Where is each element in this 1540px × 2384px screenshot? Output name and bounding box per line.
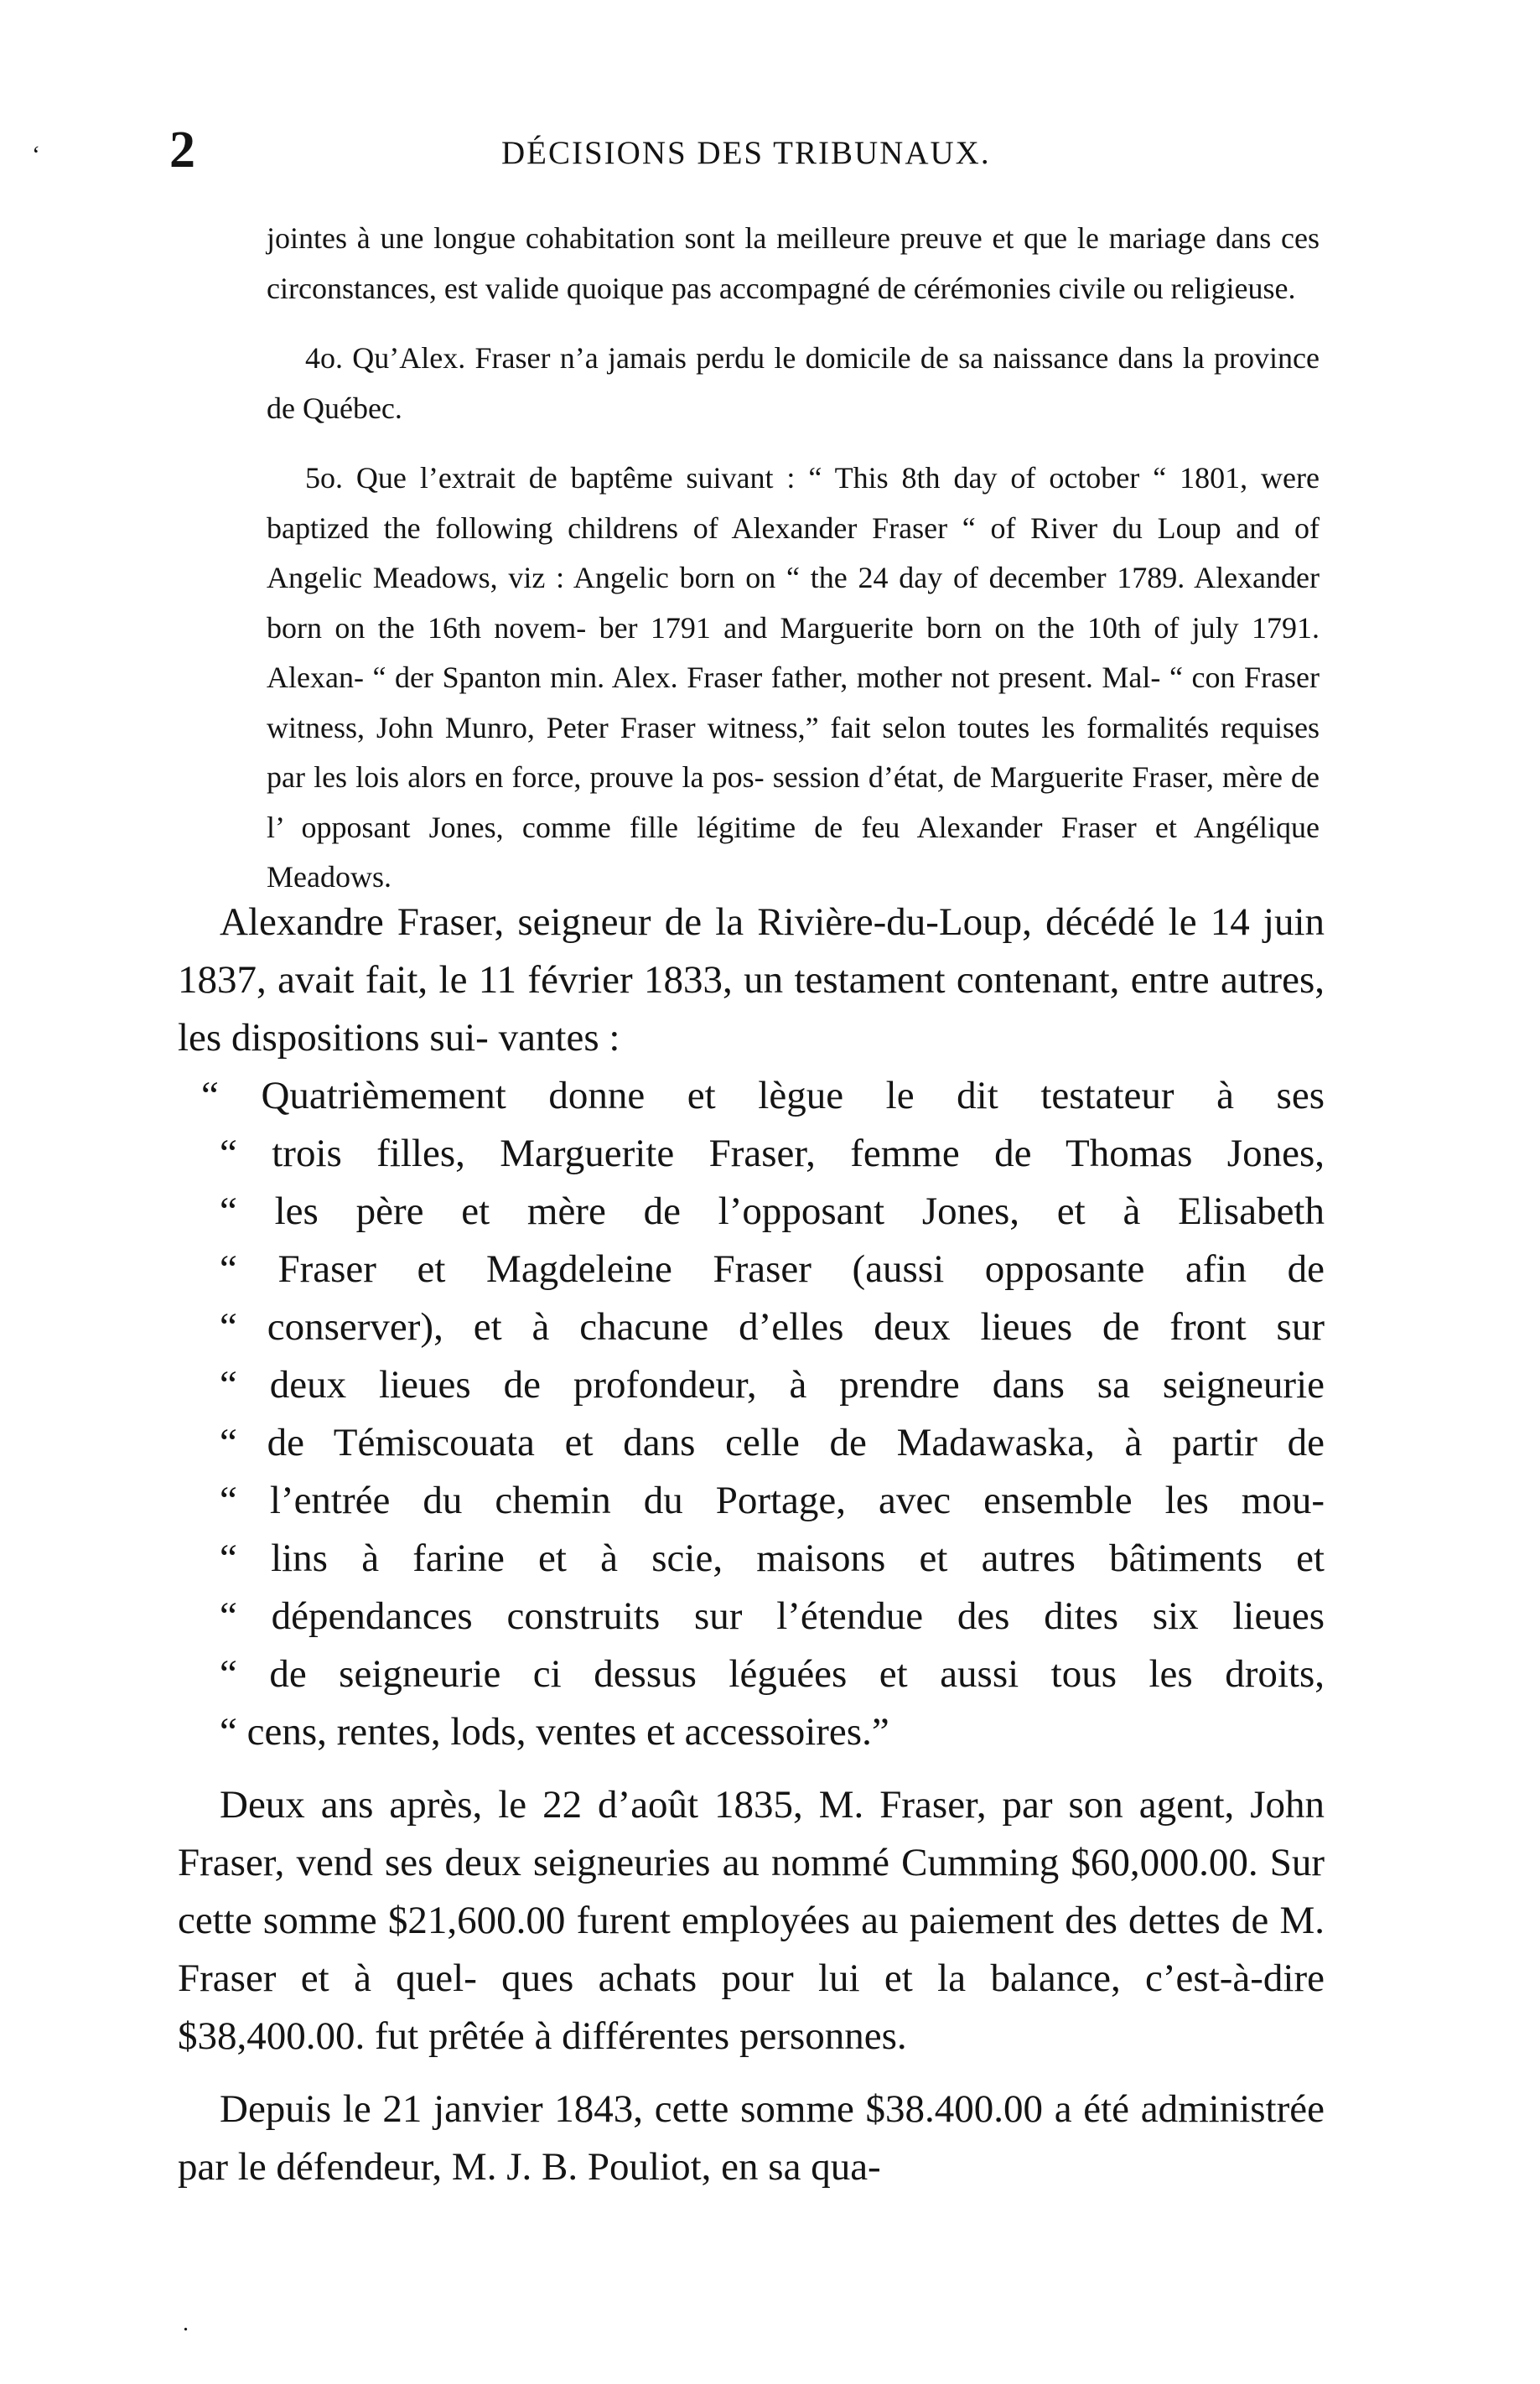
quote-line: “ conserver), et à chacune d’elles deux lieues de front sur bbox=[220, 1305, 1325, 1349]
main-paragraph-1: Alexandre Fraser, seigneur de la Rivière-du-Loup, décédé le 14 juin 1837, avait fait, le 11 février 1833, un testament contenant, entre autres, les dispositions sui- vantes : bbox=[178, 900, 1325, 1060]
quote-line: “ dépendances construits sur l’étendue des dites six lieues bbox=[220, 1594, 1325, 1638]
quote-line: “ de seigneurie ci dessus léguées et aussi tous les droits, bbox=[220, 1652, 1325, 1696]
quote-line: “ lins à farine et à scie, maisons et autres bâtiments et bbox=[220, 1537, 1325, 1580]
footer-mark: . bbox=[183, 2310, 189, 2336]
quote-line: “ de Témiscouata et dans celle de Madawaska, à partir de bbox=[220, 1421, 1325, 1464]
quote-line: “ cens, rentes, lods, ventes et accessoires.” bbox=[220, 1710, 889, 1754]
quote-line: “ l’entrée du chemin du Portage, avec ensemble les mou- bbox=[220, 1479, 1325, 1522]
quote-line: “ deux lieues de profondeur, à prendre dans sa seigneurie bbox=[220, 1363, 1325, 1407]
margin-mark: ‘ bbox=[32, 141, 40, 168]
small-paragraph-1: jointes à une longue cohabitation sont la meilleure preuve et que le mariage dans ces circonstances, est valide quoique pas accompagné de cérémonies civile ou religieuse. bbox=[267, 221, 1320, 305]
page-number: 2 bbox=[169, 122, 195, 179]
main-text-section bbox=[178, 894, 1325, 2196]
main-paragraph-3: Depuis le 21 janvier 1843, cette somme $38.400.00 a été administrée par le défendeur, M. J. B. Pouliot, en sa qua- bbox=[178, 2087, 1325, 2189]
running-head: DÉCISIONS DES TRIBUNAUX. bbox=[501, 135, 991, 171]
small-paragraph-2: 4o. Qu’Alex. Fraser n’a jamais perdu le domicile de sa naissance dans la province de Québec. bbox=[267, 341, 1320, 425]
quote-line: “ les père et mère de l’opposant Jones, et à Elisabeth bbox=[220, 1189, 1325, 1233]
quote-line: “ Fraser et Magdeleine Fraser (aussi opposante afin de bbox=[220, 1247, 1325, 1291]
quote-line: “ Quatrièmement donne et lègue le dit testateur à ses bbox=[201, 1074, 1325, 1117]
testament-quote bbox=[178, 1067, 1325, 1761]
small-paragraph-3: 5o. Que l’extrait de baptême suivant : “ This 8th day of october “ 1801, were baptized the following childrens of Alexander Fraser “ of River du Loup and of Angelic Meadows, viz : Angelic born on “ the 24 day of december 1789. Alexander born on the 16th novem- ber 1791 and Marguerite born on the 10th of july 1791. Alexan- “ der Spanton min. Alex. Fraser father, mother not present. Mal- “ con Fraser witness, John Munro, Peter Fraser witness,” fait selon toutes les formalités requises par les lois alors en force, prouve la pos- session d’état, de Marguerite Fraser, mère de l’ opposant Jones, comme fille légitime de feu Alexander Fraser et Angélique Meadows. bbox=[267, 461, 1320, 894]
main-paragraph-2: Deux ans après, le 22 d’août 1835, M. Fraser, par son agent, John Fraser, vend ses deux seigneuries au nommé Cumming $60,000.00. Sur cette somme $21,600.00 furent employées au paiement des dettes de M. Fraser et à quel- ques achats pour lui et la balance, c’est-à-dire $38,400.00. fut prêtée à différentes personnes. bbox=[178, 1783, 1325, 2058]
quote-line: “ trois filles, Marguerite Fraser, femme de Thomas Jones, bbox=[220, 1132, 1325, 1175]
small-print-section bbox=[267, 214, 1320, 903]
